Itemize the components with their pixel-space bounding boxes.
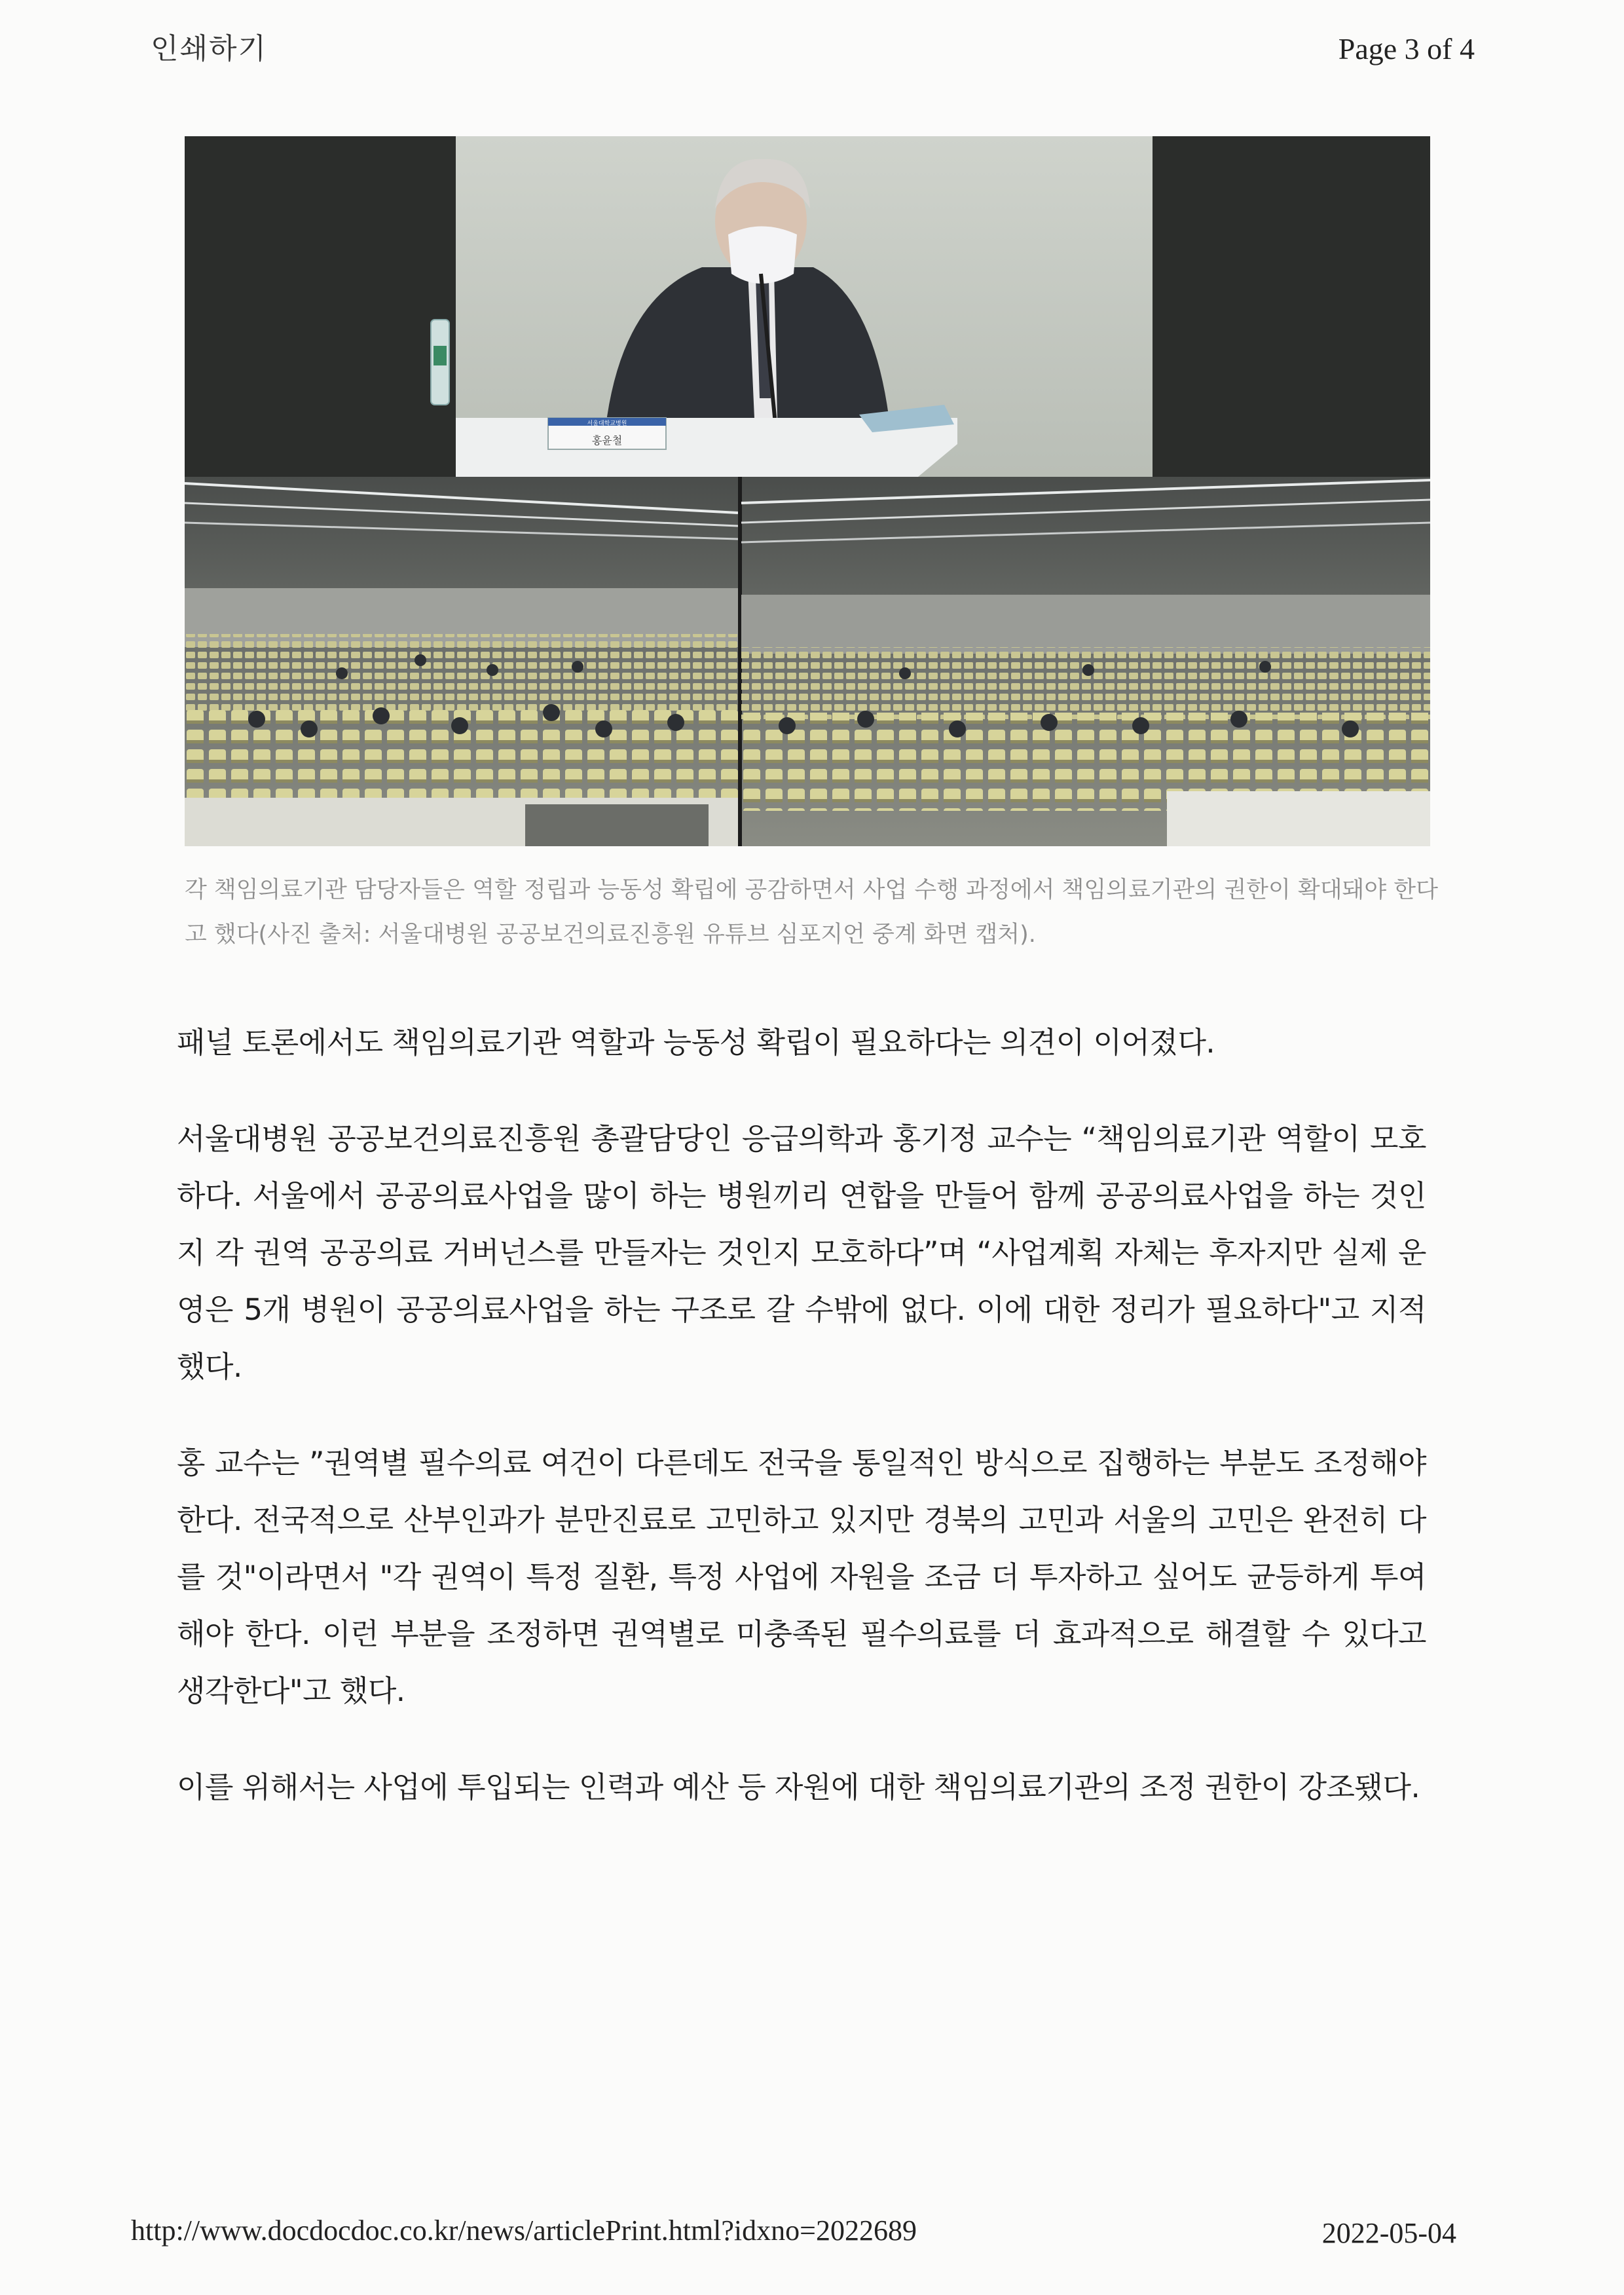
article-paragraph: 이를 위해서는 사업에 투입되는 인력과 예산 등 자원에 대한 책임의료기관의 조정 권한이 강조됐다. bbox=[177, 1770, 1420, 1804]
article-paragraph: 홍 교수는 ”권역별 필수의료 여건이 다른데도 전국을 통일적인 방식으로 집행하는 부분도 조정해야 한다. 전국적으로 산부인과가 분만진료로 고민하고 있지만 경북의 고민과 서울의 고민은 완전히 다를 것"이라면서 "각 권역이 특정 질환, 특정 사업에 자원을 조금 더 투자하고 싶어도 균등하게 투여해야 한다. 이런 부분을 조정하면 권역별로 미충족된 필수의료를 더 효과적으로 해결할 수 있다고 생각한다"고 했다. bbox=[177, 1446, 1426, 1708]
page-indicator: Page 3 of 4 bbox=[1338, 32, 1475, 65]
print-link[interactable]: 인쇄하기 bbox=[151, 32, 268, 65]
nameplate-org: 서울대학교병원 bbox=[587, 420, 627, 427]
photo-caption: 각 책임의료기관 담당자들은 역할 정립과 능동성 확립에 공감하면서 사업 수행 과정에서 책임의료기관의 권한이 확대돼야 한다고 했다(사진 출처: 서울대병원 공공보건의료진흥원 유튜브 심포지언 중계 화면 캡처). bbox=[185, 877, 1438, 948]
article-body bbox=[177, 1014, 1426, 1855]
print-date: 2022-05-04 bbox=[1321, 2217, 1456, 2249]
article-paragraph: 서울대병원 공공보건의료진흥원 총괄담당인 응급의학과 홍기정 교수는 “책임의료기관 역할이 모호하다. 서울에서 공공의료사업을 많이 하는 병원끼리 연합을 만들어 함께 공공의료사업을 하는 것인지 각 권역 공공의료 거버넌스를 만들자는 것인지 모호하다”며 “사업계획 자체는 후자지만 실제 운영은 5개 병원이 공공의료사업을 하는 구조로 갈 수밖에 없다. 이에 대한 정리가 필요하다"고 지적했다. bbox=[177, 1121, 1426, 1384]
article-photo bbox=[185, 136, 1430, 846]
article-url[interactable]: http://www.docdocdoc.co.kr/news/articlePrint.html?idxno=2022689 bbox=[131, 2214, 917, 2247]
nameplate-name: 홍윤철 bbox=[591, 434, 623, 447]
article-paragraph: 패널 토론에서도 책임의료기관 역할과 능동성 확립이 필요하다는 의견이 이어졌다. bbox=[177, 1025, 1215, 1060]
